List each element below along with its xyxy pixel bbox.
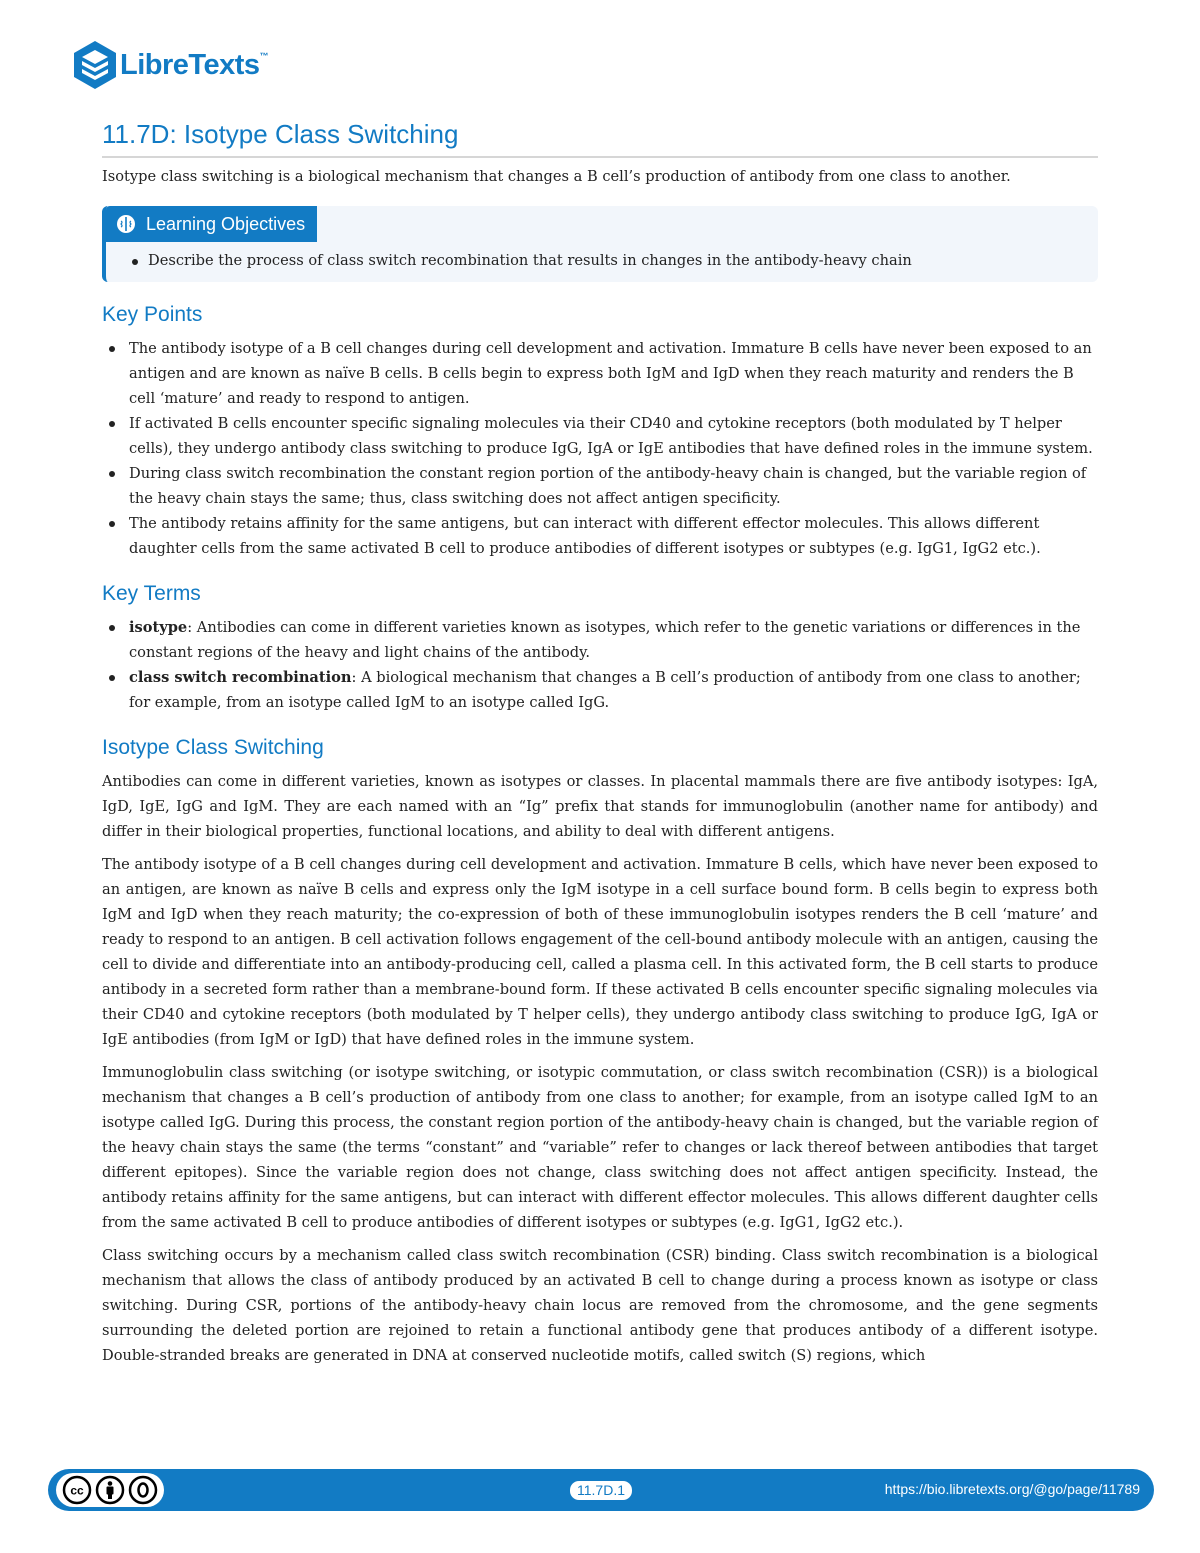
- list-item: [102, 665, 1098, 715]
- body-paragraph: The antibody isotype of a B cell changes during cell development and activation. Immature B cells, which have never been exposed to an antigen, are known as naïve B cells and express only the IgM isotype in a cell surface bound form. B cells begin to express both IgM and IgD when they reach maturity; the co-expression of both of these immunoglobulin isotypes renders the B cell ‘mature’ and ready to respond to an antigen. B cell activation follows engagement of the cell-bound antibody molecule with an antigen, causing the cell to divide and differentiate into an antibody-producing cell, called a plasma cell. In this activated form, the B cell starts to produce antibody in a secreted form rather than a membrane-bound form. If these activated B cells encounter specific signaling molecules via their CD40 and cytokine receptors (both modulated by T helper cells), they undergo antibody class switching to produce IgG, IgA or IgE antibodies (from IgM or IgD) that have defined roles in the immune system.: [102, 856, 1098, 1048]
- libretexts-logo-icon: [72, 40, 118, 90]
- list-item: If activated B cells encounter specific signaling molecules via their CD40 and cytokine receptors (both modulated by T helper cells), they undergo antibody class switching to produce IgG, IgA or IgE antibodies that have defined roles in the immune system.: [102, 411, 1098, 461]
- learning-objectives-list: [106, 250, 1098, 272]
- isotype-class-switching-heading: Isotype Class Switching: [102, 736, 324, 759]
- svg-text:cc: cc: [69, 1483, 84, 1498]
- term-definition: : A biological mechanism that changes a B cell’s production of antibody from one class to another; for example, from an isotype called IgM to an isotype called IgG.: [129, 669, 1081, 711]
- page-summary: Isotype class switching is a biological mechanism that changes a B cell’s production of antibody from one class to another.: [102, 168, 1011, 185]
- by-icon: [95, 1475, 125, 1505]
- logo-wordmark: LibreTexts™: [120, 48, 269, 81]
- zero-icon: [128, 1475, 158, 1505]
- term-definition: : Antibodies can come in different varieties known as isotypes, which refer to the genetic variations or differences in the constant regions of the heavy and light chains of the antibody.: [129, 619, 1081, 661]
- cc-icon: [62, 1475, 92, 1505]
- libretexts-logo[interactable]: [72, 40, 268, 90]
- list-item: The antibody retains affinity for the same antigens, but can interact with different effector molecules. This allows different daughter cells from the same activated B cell to produce antibodies of different isotypes or subtypes (e.g. IgG1, IgG2 etc.).: [102, 511, 1098, 561]
- body-paragraph: Antibodies can come in different varieties, known as isotypes or classes. In placental mammals there are five antibody isotypes: IgA, IgD, IgE, IgG and IgM. They are each named with an “Ig” prefix that stands for immunoglobulin (another name for antibody) and differ in their biological properties, functional locations, and ability to deal with different antigens.: [102, 773, 1098, 840]
- key-terms-list: [102, 615, 1098, 715]
- list-item: Describe the process of class switch recombination that results in changes in the antibody-heavy chain: [126, 250, 1098, 272]
- page-url-link[interactable]: https://bio.libretexts.org/@go/page/11789: [884, 1481, 1140, 1497]
- page-number: 11.7D.1: [570, 1481, 632, 1500]
- term: isotype: [129, 619, 188, 636]
- learning-objectives-header: [106, 206, 317, 242]
- term: class switch recombination: [129, 669, 352, 686]
- page-title: 11.7D: Isotype Class Switching: [102, 116, 1098, 158]
- learning-objectives-box: [102, 206, 1098, 282]
- body-paragraph: Immunoglobulin class switching (or isotype switching, or isotypic commutation, or class switch recombination (CSR)) is a biological mechanism that changes a B cell’s production of antibody from one class to another; for example, from an isotype called IgM to an isotype called IgG. During this process, the constant region portion of the antibody-heavy chain is changed, but the variable region of the heavy chain stays the same (the terms “constant” and “variable” refer to changes or lack thereof between antibodies that target different epitopes). Since the variable region does not change, class switching does not affect antigen specificity. Instead, the antibody retains affinity for the same antigens, but can interact with different effector molecules. This allows different daughter cells from the same activated B cell to produce antibodies of different isotypes or subtypes (e.g. IgG1, IgG2 etc.).: [102, 1064, 1098, 1231]
- key-terms-heading: Key Terms: [102, 582, 201, 605]
- learning-objectives-heading: Learning Objectives: [146, 213, 306, 234]
- key-points-heading: Key Points: [102, 303, 203, 326]
- list-item: During class switch recombination the constant region portion of the antibody-heavy chain is changed, but the variable region of the heavy chain stays the same; thus, class switching does not affect antigen specificity.: [102, 461, 1098, 511]
- key-points-list: [102, 336, 1098, 561]
- page-footer: [48, 1469, 1154, 1511]
- list-item: The antibody isotype of a B cell changes during cell development and activation. Immature B cells have never been exposed to an antigen and are known as naïve B cells. B cells begin to express both IgM and IgD when they reach maturity and renders the B cell ‘mature’ and ready to respond to antigen.: [102, 336, 1098, 411]
- page-content: [102, 116, 1098, 1376]
- list-item: [102, 615, 1098, 665]
- cc-license-badge[interactable]: [56, 1473, 164, 1507]
- body-paragraph: Class switching occurs by a mechanism called class switch recombination (CSR) binding. Class switch recombination is a biological mechanism that allows the class of antibody produced by an activated B cell to change during a process known as isotype or class switching. During CSR, portions of the antibody-heavy chain locus are removed from the chromosome, and the gene segments surrounding the deleted portion are rejoined to retain a functional antibody gene that produces antibody of a different isotype. Double-stranded breaks are generated in DNA at conserved nucleotide motifs, called switch (S) regions, which: [102, 1247, 1098, 1364]
- brain-icon: [116, 214, 136, 234]
